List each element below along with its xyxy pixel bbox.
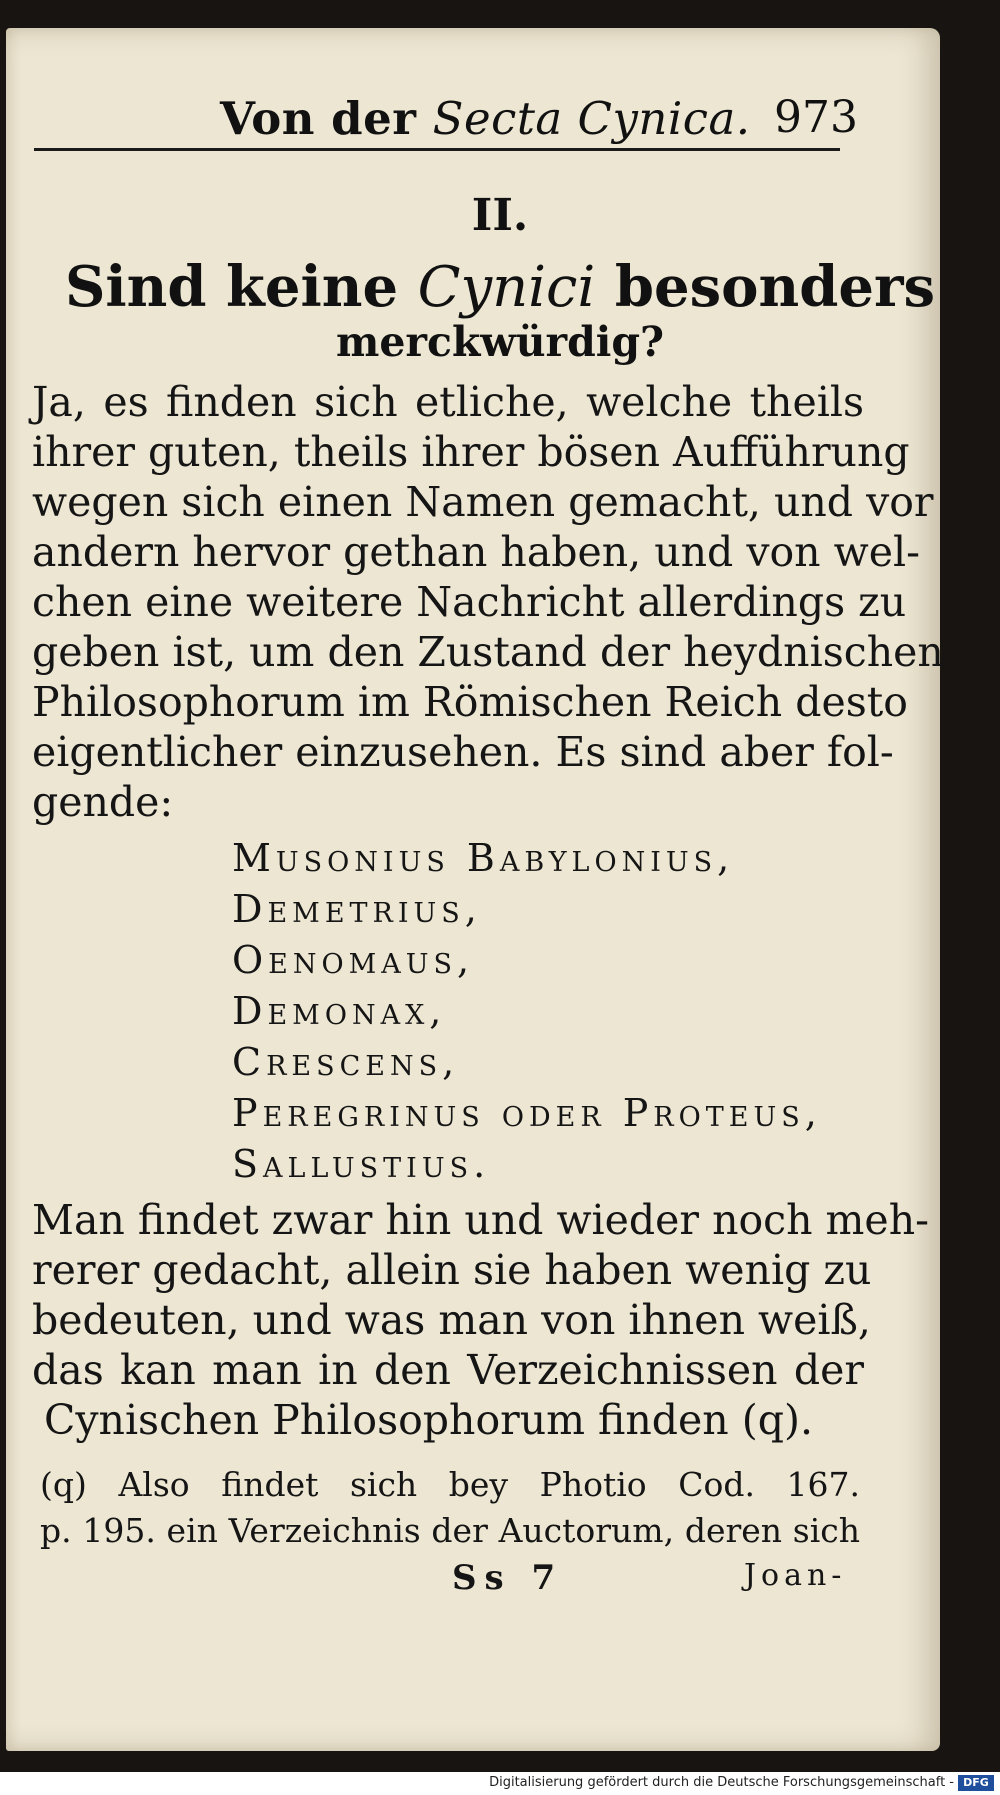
text-line: gende:	[32, 778, 174, 826]
text-line: geben ist, um den Zustand der heydnischen	[32, 628, 944, 676]
name-entry: Demonax,	[232, 989, 447, 1033]
footnote-line: (q) Also findet sich bey Photio Cod. 167.	[40, 1465, 860, 1504]
section-heading-line2: merckwürdig?	[335, 318, 665, 366]
running-header	[220, 92, 900, 148]
text-line: eigentlicher einzusehen. Es sind aber fol-	[32, 728, 894, 776]
dfg-logo: DFG	[958, 1775, 994, 1791]
catchword: Joan-	[744, 1558, 847, 1593]
text-line: Ja, es finden sich etliche, welche theils	[32, 378, 864, 426]
footnote-line: p. 195. ein Verzeichnis der Auctorum, deren sich	[40, 1511, 860, 1550]
text-line: andern hervor gethan haben, und von wel-	[32, 528, 920, 576]
section-heading: Sind keine Cynici besonders	[64, 254, 936, 320]
text-line: Man findet zwar hin und wieder noch meh-	[32, 1196, 929, 1244]
text-line: chen eine weitere Nachricht allerdings zu	[32, 578, 907, 626]
section-numeral: II.	[471, 190, 529, 241]
signature-mark: Ss 7	[452, 1558, 564, 1598]
name-entry: Crescens,	[232, 1040, 460, 1084]
text-line: bedeuten, und was man von ihnen weiß,	[32, 1296, 871, 1344]
credit-bar	[0, 1772, 1000, 1795]
text-line: das kan man in den Verzeichnissen der	[32, 1346, 864, 1394]
page-number: 973	[774, 92, 858, 143]
name-entry: Sallustius.	[232, 1142, 491, 1186]
text-line: Philosophorum im Römischen Reich desto	[32, 678, 908, 726]
header-rule	[34, 148, 840, 151]
text-line: wegen sich einen Namen gemacht, und vor	[32, 478, 934, 526]
name-entry: Musonius Babylonius,	[232, 836, 735, 880]
credit-text: Digitalisierung gefördert durch die Deutsche Forschungsgemeinschaft -	[489, 1775, 954, 1790]
text-line: rerer gedacht, allein sie haben wenig zu	[32, 1246, 872, 1294]
running-title: Von der Secta Cynica.	[220, 92, 751, 145]
name-entry: Oenomaus,	[232, 938, 475, 982]
text-line: Cynischen Philosophorum finden (q).	[44, 1396, 814, 1444]
name-entry: Demetrius,	[232, 887, 482, 931]
text-line: ihrer guten, theils ihrer bösen Aufführung	[32, 428, 910, 476]
name-entry: Peregrinus oder Proteus,	[232, 1091, 822, 1135]
